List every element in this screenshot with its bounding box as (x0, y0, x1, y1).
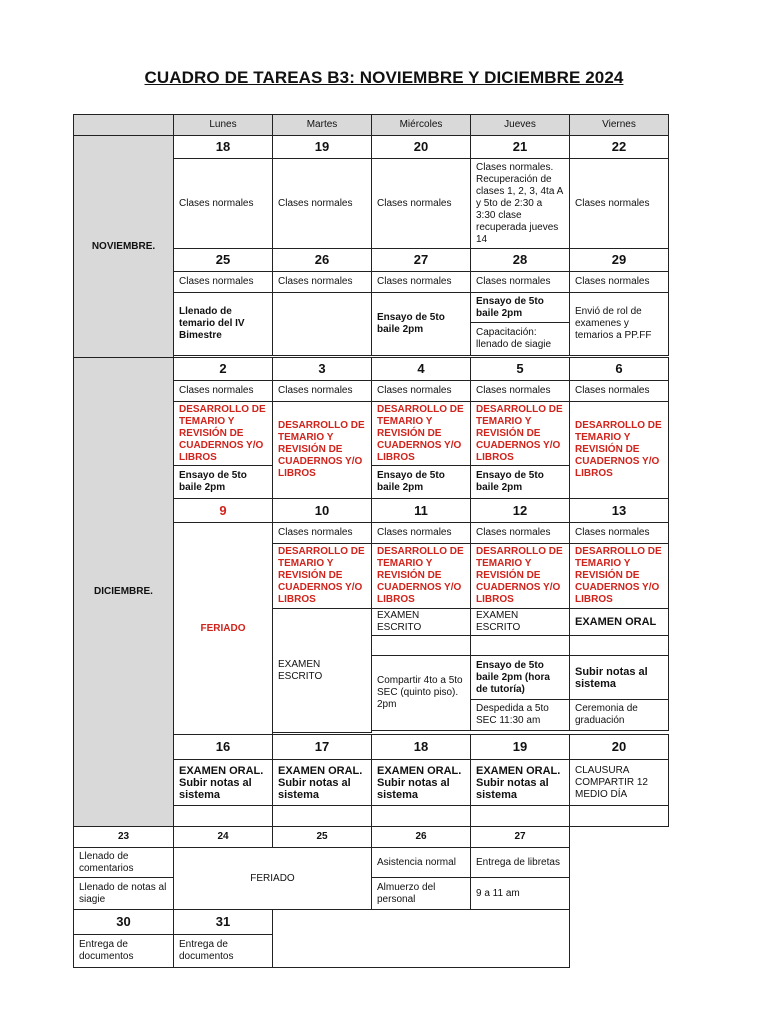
task-cell: Llenado de notas al siagie (74, 878, 174, 910)
day-header-viernes: Viernes (570, 115, 669, 136)
task-cell: Clases normales (174, 272, 273, 293)
day-number: 20 (570, 735, 669, 760)
table-row (74, 136, 669, 159)
task-cell: Asistencia normal (372, 848, 471, 878)
task-cell: Ensayo de 5to baile 2pm (372, 466, 471, 499)
day-header-jueves: Jueves (471, 115, 570, 136)
day-number: 11 (372, 499, 471, 523)
task-cell: Despedida a 5to SEC 11:30 am (471, 700, 570, 731)
day-header-miercoles: Miércoles (372, 115, 471, 136)
header-row (74, 115, 669, 136)
task-cell: Compartir 4to a 5to SEC (quinto piso). 2pm (372, 656, 471, 731)
day-number: 3 (273, 358, 372, 381)
task-cell: Ensayo de 5to baile 2pm (471, 466, 570, 499)
day-number: 18 (372, 735, 471, 760)
table-row (74, 910, 669, 935)
table-row (74, 827, 669, 848)
task-cell-highlight: DESARROLLO DE TEMARIO Y REVISIÓN DE CUADERNOS Y/O LIBROS (471, 544, 570, 609)
day-number-holiday: 9 (174, 499, 273, 523)
task-cell: Ensayo de 5to baile 2pm (471, 293, 570, 323)
task-cell: Clases normales (471, 381, 570, 402)
task-cell: EXAMEN ESCRITO (471, 609, 570, 636)
task-cell: EXAMEN ORAL. Subir notas al sistema (372, 760, 471, 806)
table-row (74, 878, 669, 910)
day-number: 22 (570, 136, 669, 159)
day-number: 17 (273, 735, 372, 760)
day-number: 12 (471, 499, 570, 523)
page-title: CUADRO DE TAREAS B3: NOVIEMBRE Y DICIEMBRE 2024 (144, 68, 624, 87)
task-cell: Clases normales (273, 272, 372, 293)
task-cell: Clases normales (570, 381, 669, 402)
task-cell: Clases normales (372, 272, 471, 293)
task-cell: Clases normales (273, 159, 372, 249)
task-cell: Ceremonia de graduación (570, 700, 669, 731)
task-cell-empty (273, 293, 372, 356)
task-cell-empty (570, 636, 669, 656)
day-number: 21 (471, 136, 570, 159)
task-cell: EXAMEN ESCRITO (273, 609, 372, 733)
day-number: 4 (372, 358, 471, 381)
task-cell: Ensayo de 5to baile 2pm (174, 466, 273, 499)
day-number: 25 (273, 827, 372, 848)
task-cell-empty (174, 806, 273, 827)
day-number: 13 (570, 499, 669, 523)
task-cell-empty (273, 806, 372, 827)
task-cell: Clases normales (570, 159, 669, 249)
day-number: 29 (570, 249, 669, 272)
task-cell: Clases normales (570, 272, 669, 293)
day-number: 27 (372, 249, 471, 272)
day-number: 18 (174, 136, 273, 159)
task-cell-highlight: DESARROLLO DE TEMARIO Y REVISIÓN DE CUADERNOS Y/O LIBROS (372, 402, 471, 466)
day-number: 26 (273, 249, 372, 272)
task-cell-highlight: DESARROLLO DE TEMARIO Y REVISIÓN DE CUADERNOS Y/O LIBROS (570, 544, 669, 609)
day-number: 30 (74, 910, 174, 935)
day-number: 19 (273, 136, 372, 159)
task-cell-empty (372, 806, 471, 827)
day-header-martes: Martes (273, 115, 372, 136)
day-number: 6 (570, 358, 669, 381)
task-cell: Entrega de documentos (74, 935, 174, 968)
task-cell-empty (471, 636, 570, 656)
table-row (74, 848, 669, 878)
task-cell: Clases normales (273, 381, 372, 402)
day-number: 24 (174, 827, 273, 848)
day-number: 26 (372, 827, 471, 848)
task-cell: EXAMEN ORAL (570, 609, 669, 636)
day-number: 5 (471, 358, 570, 381)
task-cell-highlight: DESARROLLO DE TEMARIO Y REVISIÓN DE CUADERNOS Y/O LIBROS (372, 544, 471, 609)
month-label-diciembre: DICIEMBRE. (74, 358, 174, 827)
task-cell: Ensayo de 5to baile 2pm (hora de tutoría) (471, 656, 570, 700)
task-cell-highlight: DESARROLLO DE TEMARIO Y REVISIÓN DE CUADERNOS Y/O LIBROS (174, 402, 273, 466)
task-cell: Envió de rol de examenes y temarios a PP.FF (570, 293, 669, 356)
task-cell: 9 a 11 am (471, 878, 570, 910)
task-cell: Subir notas al sistema (570, 656, 669, 700)
task-cell: Llenado de comentarios (74, 848, 174, 878)
task-cell-empty (570, 806, 669, 827)
task-cell: Clases normales (372, 523, 471, 544)
task-cell: Clases normales. Recuperación de clases 1, 2, 3, 4ta A y 5to de 2:30 a 3:30 clase recuperada jueves 14 (471, 159, 570, 249)
empty-block (273, 910, 570, 968)
day-number: 31 (174, 910, 273, 935)
task-cell: Clases normales (174, 159, 273, 249)
day-number: 10 (273, 499, 372, 523)
holiday-cell: FERIADO (174, 848, 372, 910)
task-cell: Almuerzo del personal (372, 878, 471, 910)
task-cell: Entrega de libretas (471, 848, 570, 878)
day-number: 25 (174, 249, 273, 272)
task-cell: Clases normales (471, 523, 570, 544)
day-number: 20 (372, 136, 471, 159)
table-row (74, 358, 669, 381)
header-corner (74, 115, 174, 136)
task-cell: Capacitación: llenado de siagie (471, 323, 570, 356)
task-cell: Clases normales (174, 381, 273, 402)
task-cell: Llenado de temario del IV Bimestre (174, 293, 273, 356)
month-label-noviembre: NOVIEMBRE. (74, 136, 174, 358)
day-number: 19 (471, 735, 570, 760)
task-cell-empty (372, 636, 471, 656)
task-cell: EXAMEN ORAL. Subir notas al sistema (174, 760, 273, 806)
task-cell: EXAMEN ORAL. Subir notas al sistema (471, 760, 570, 806)
day-number: 27 (471, 827, 570, 848)
task-cell-highlight: DESARROLLO DE TEMARIO Y REVISIÓN DE CUADERNOS Y/O LIBROS (570, 402, 669, 499)
task-cell: EXAMEN ESCRITO (372, 609, 471, 636)
task-cell: Clases normales (273, 523, 372, 544)
day-header-lunes: Lunes (174, 115, 273, 136)
task-cell: Clases normales (372, 159, 471, 249)
holiday-cell: FERIADO (174, 523, 273, 735)
task-cell: Entrega de documentos (174, 935, 273, 968)
task-cell-highlight: DESARROLLO DE TEMARIO Y REVISIÓN DE CUADERNOS Y/O LIBROS (273, 402, 372, 499)
day-number: 23 (74, 827, 174, 848)
task-calendar-table (73, 114, 669, 968)
day-number: 2 (174, 358, 273, 381)
day-number: 16 (174, 735, 273, 760)
day-number: 28 (471, 249, 570, 272)
task-cell: Clases normales (471, 272, 570, 293)
task-cell-highlight: DESARROLLO DE TEMARIO Y REVISIÓN DE CUADERNOS Y/O LIBROS (471, 402, 570, 466)
task-cell: CLAUSURA COMPARTIR 12 MEDIO DÍA (570, 760, 669, 806)
task-cell: Clases normales (570, 523, 669, 544)
task-cell-empty (471, 806, 570, 827)
task-cell-highlight: DESARROLLO DE TEMARIO Y REVISIÓN DE CUADERNOS Y/O LIBROS (273, 544, 372, 609)
task-cell: Ensayo de 5to baile 2pm (372, 293, 471, 356)
task-cell: EXAMEN ORAL. Subir notas al sistema (273, 760, 372, 806)
task-cell: Clases normales (372, 381, 471, 402)
